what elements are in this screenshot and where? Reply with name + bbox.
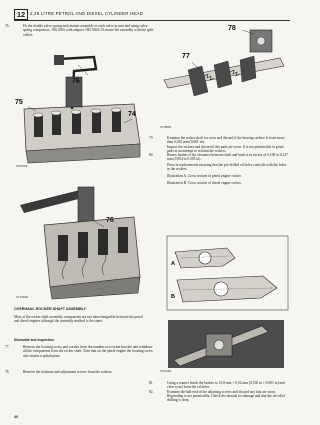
callout-74: 74 — [128, 111, 136, 118]
step-78 — [5, 370, 157, 374]
step-number: 81. — [149, 381, 154, 385]
step-text: Remove the locknuts and adjustment screws from the rockers. — [23, 370, 113, 374]
figure-valve-spring-compressor — [14, 49, 148, 172]
callout-76: 76 — [106, 217, 114, 224]
figure-compressor-closeup — [14, 177, 148, 302]
step-79 — [149, 136, 290, 145]
figure-code: ST7885M — [160, 126, 172, 129]
callout-a: A — [171, 261, 175, 267]
figure-code: ST 6299M — [16, 296, 28, 299]
figure-code: ST6344M — [160, 370, 172, 373]
step-number: 82. — [149, 389, 154, 394]
callout-b: B — [171, 294, 175, 300]
callout-77: 77 — [182, 53, 190, 60]
step-text: Using a reamer finish the bushes to 15,8 mm + 0,02 mm (0.530 in + 0.001 in) and clear swarf from the oil holes. — [167, 381, 285, 390]
step-number: 76. — [5, 24, 10, 28]
callout-75: 75 — [15, 99, 23, 106]
section-number: 12 — [14, 9, 28, 20]
illustration-b-caption: Illustration B. Cross section of diesel engine rocker. — [167, 180, 242, 185]
figure-code: ST6634M — [16, 165, 28, 168]
callout-76: 76 — [72, 78, 80, 85]
step-77 — [5, 345, 157, 358]
step-text: Fit the double valve spring and retainer assembly to each valve in turn and using valve spring compressor, 18G106A with adaptor 18G106A/10 secure the assembly with the split-collets. — [23, 24, 155, 37]
page-header — [14, 9, 290, 19]
step-79-note: Inspect the rockers and discard if the pads are worn. It is not permissible to grind pads in an attempt to reclaim the rockers. — [167, 144, 284, 153]
steps-79-80 — [149, 136, 290, 185]
step-text: Examine the ball-end of the adjusting screws and discard any that are worn. Regrinding is not permissible. Check the threads for damage and that the oil relief drilling is clear. — [167, 389, 285, 403]
dismantle-heading: Dismantle and inspection — [14, 338, 54, 342]
figure-rocker-cross-sections — [165, 234, 290, 312]
steps-81-82 — [149, 381, 290, 403]
step-text: Renew bushes if the clearance between shaft and bush is in excess of 0,100 to 0,127 mm (0.004 to 0.005 in). — [167, 153, 288, 162]
step-number: 77. — [5, 345, 10, 349]
step-82 — [149, 389, 290, 403]
step-80-note: Press in replacements ensuring that the pre-drilled oil holes coincide with the holes in the rockers. — [167, 162, 287, 172]
step-text: Examine the rocker shaft for wear and discard if the bearing surface is worn more than 0,025 mm (0.001 in). — [167, 136, 285, 145]
illustration-a-caption: Illustration A. Cross section of petrol engine rocker. — [167, 174, 242, 179]
step-number: 78. — [5, 370, 10, 374]
step-80 — [149, 153, 290, 162]
step-81 — [149, 381, 290, 390]
page-number: 40 — [14, 415, 18, 419]
callout-78: 78 — [228, 25, 236, 32]
step-number: 79. — [149, 136, 154, 140]
step-text: Remove the locating screw and washer from the number two rocker bracket and withdraw all the components from the rocker shaft. Note that on the petrol engine the locating screw also retains a splash plate. — [23, 345, 153, 358]
header-title: 2.25 LITRE PETROL AND DIESEL CYLINDER HEAD — [30, 11, 143, 16]
overhaul-intro: Most of the rocker shaft assembly components are not interchangeable between the petrol and diesel engines although the assembly method is the same. — [14, 315, 143, 324]
figure-rocker-shaft — [158, 22, 290, 132]
step-number: 80. — [149, 153, 154, 158]
overhaul-heading: OVERHAUL ROCKER SHAFT ASSEMBLY — [14, 307, 86, 311]
figure-reamer — [158, 316, 290, 376]
header-rule — [14, 20, 290, 21]
step-76 — [5, 24, 157, 37]
